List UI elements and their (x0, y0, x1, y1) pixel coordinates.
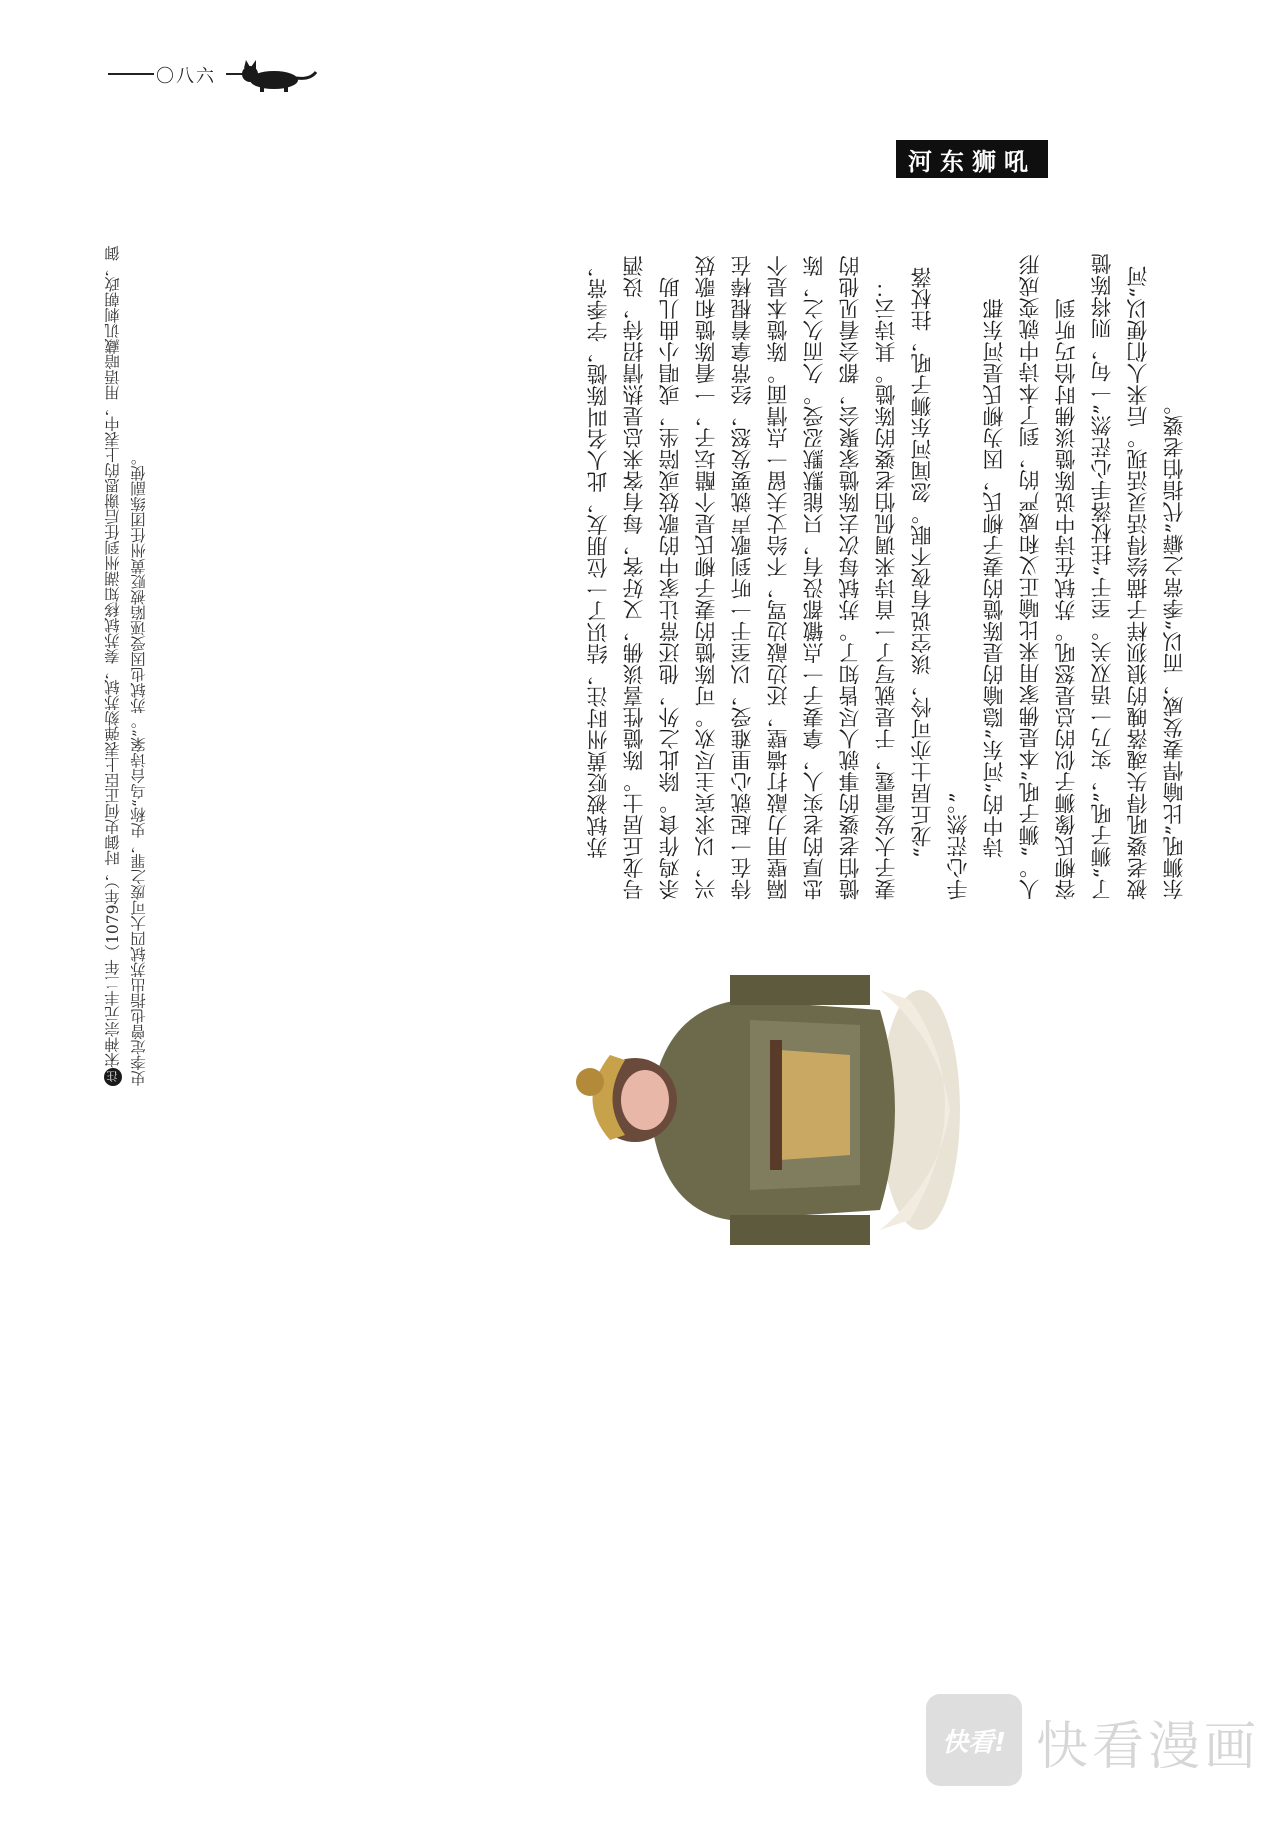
section-title: 河东狮吼 (896, 140, 1048, 178)
paragraph: 诗中的“河东”隐喻的是陈慥的妻子柳氏，因为柳氏是河东郡人。“狮子吼”本是佛家用来比喻正义和威严的，到了本诗中就变成形容柳氏像狮子似的总是怒吼。苏轼在诗中说陈慥谈佛时恰巧听到了“狮子吼”，实乃一语双关。至于“拄杖落手心茫然”一句，则将陈慥被老婆吼得失魂落魄的狼狈样子描绘得活灵活现。后来人们便以“河东狮吼”比喻悍妻发威，而以“季常之癖”代指怕老婆。 (982, 253, 1186, 900)
watermark-text: 快看漫画 (1036, 1717, 1261, 1777)
scholar-illustration (580, 880, 950, 1340)
footnote-text: 宋神宗元丰二年（1079年），时御史何正臣上表弹劾苏轼，奏苏轼移知湖州到任后谢恩的上表中，用语暗藏讥刺朝政，御史李定曾也指出苏轼四大可废之罪，史称“乌台诗案”。苏轼也因受诬陷被贬黄州任团练副使。 (104, 245, 148, 1086)
footnote-mark: 注 (104, 1068, 122, 1086)
body-text (580, 250, 1186, 900)
page-marker (108, 60, 318, 100)
paragraph: 苏轼被贬黄州时注，结识了一位朋友，此人名叫陈慥，字季常，号龙丘居士。陈慥性喜谈佛，又好客，每有客来总是热情招待，设酒杀鸡作食。除此之外，他还常让家中的歌妓或陪坐，或唱小曲儿助兴，以求宾主尽欢。可陈慥的妻子柳氏是个醋坛子，一看陈慥和歌妓待在一起就心里难受，以至于一听到歌声就要发怒，经常拿着棍棒在隔壁用力敲打墙壁，还边敲边骂，不给丈夫留一点情面。陈慥本是个忠厚的老实人，拿妻子一点辙都没有，只能默默忍受。久而久之，陈慥怕老婆的事就人尽皆知了。苏轼每次去陈慥家聚会，都会看见他的妻子大发雷霆，于是就写了一首诗来调侃怕老婆的陈慥。其诗云： (586, 255, 898, 900)
poem-verse: “龙丘居士亦可怜，谈空说有夜不眠。忽闻河东狮子吼，拄杖落手心茫然。” (910, 266, 970, 900)
page-number: 〇八六 (156, 66, 216, 87)
divider (108, 73, 154, 75)
watermark (926, 1690, 1266, 1790)
footnote (100, 236, 200, 1086)
watermark-logo-icon: 快看! (926, 1694, 1022, 1786)
black-cat-icon (234, 60, 318, 94)
